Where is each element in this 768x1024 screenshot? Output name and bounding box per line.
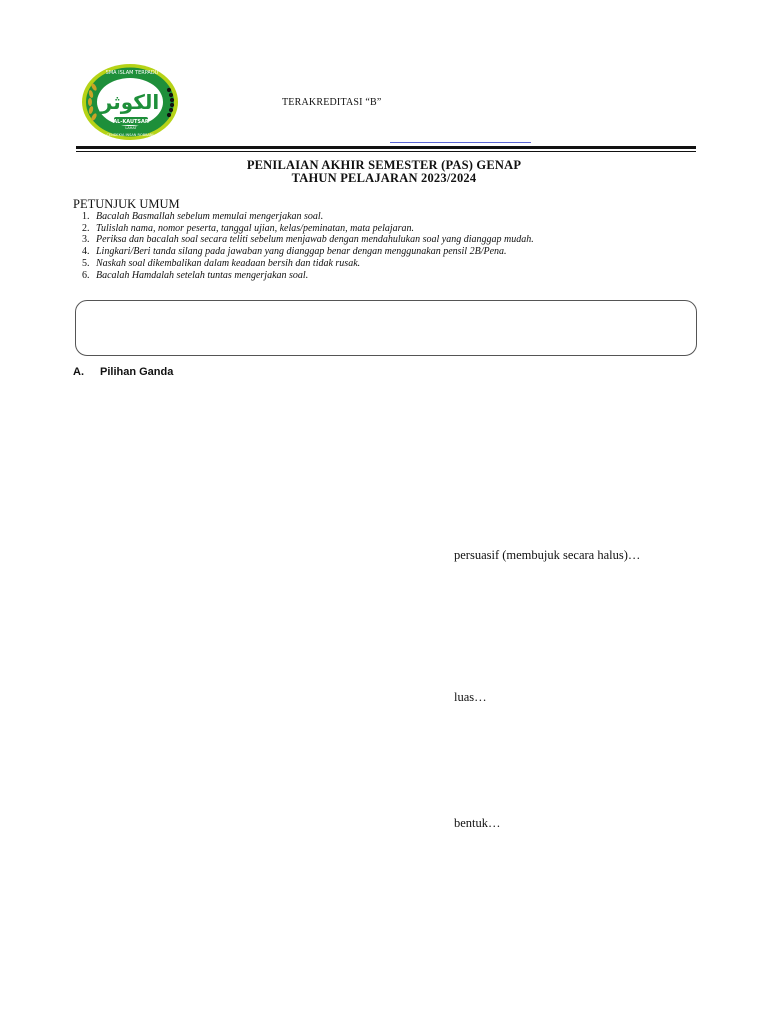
exam-title: PENILAIAN AKHIR SEMESTER (PAS) GENAP: [246, 158, 522, 172]
instruction-text: Lingkari/Beri tanda silang pada jawaban yang dianggap benar dengan menggunakan pensil 2B/Pena.: [96, 246, 507, 258]
instruction-text: Naskah soal dikembalikan dalam keadaan bersih dan tidak rusak.: [96, 257, 361, 269]
list-item: 6. Bacalah Hamdalah setelah tuntas mengerjakan soal.: [82, 269, 309, 281]
instructions-heading: PETUNJUK UMUM: [73, 197, 180, 211]
instructions-list: [82, 211, 534, 281]
section-heading: [73, 366, 173, 378]
svg-text:LAHAT: LAHAT: [125, 126, 137, 130]
question-fragment: bentuk…: [454, 816, 501, 830]
instruction-text: Bacalah Basmallah sebelum memulai mengerjakan soal.: [96, 211, 324, 222]
accreditation-status: TERAKREDITASI “B”: [282, 97, 382, 108]
svg-text:CENDEKIA INSAN ROBBANI: CENDEKIA INSAN ROBBANI: [106, 133, 154, 137]
instruction-text: Tulislah nama, nomor peserta, tanggal ujian, kelas/peminatan, mata pelajaran.: [96, 222, 415, 234]
list-item: 2. Tulislah nama, nomor peserta, tanggal ujian, kelas/peminatan, mata pelajaran.: [82, 222, 415, 234]
list-item: 5. Naskah soal dikembalikan dalam keadaan bersih dan tidak rusak.: [82, 257, 361, 269]
question-fragment: luas…: [454, 690, 487, 704]
section-letter: A.: [73, 366, 84, 378]
school-emblem-icon: [80, 62, 180, 142]
list-item: 4. Lingkari/Beri tanda silang pada jawaban yang dianggap benar dengan menggunakan pensil 2B/Pena.: [82, 246, 507, 258]
instruction-text: Bacalah Hamdalah setelah tuntas mengerjakan soal.: [96, 269, 309, 281]
school-logo: [80, 62, 180, 142]
header-divider-thick: [76, 146, 696, 149]
academic-year: TAHUN PELAJARAN 2023/2024: [291, 171, 477, 185]
header-divider-thin: [76, 151, 696, 152]
instruction-text: Periksa dan bacalah soal secara teliti sebelum menjawab dengan mendahulukan soal yang dianggap mudah.: [96, 234, 534, 246]
list-item: 1. Bacalah Basmallah sebelum memulai mengerjakan soal.: [82, 211, 324, 222]
question-fragment: persuasif (membujuk secara halus)…: [454, 548, 641, 562]
svg-text:SMA ISLAM TERPADU: SMA ISLAM TERPADU: [105, 70, 159, 76]
header-link-underline: [390, 142, 531, 143]
svg-text:الكوثر: الكوثر: [100, 90, 160, 114]
student-identity-box[interactable]: [75, 300, 697, 356]
list-item: 3. Periksa dan bacalah soal secara teliti sebelum menjawab dengan mendahulukan soal yang dianggap mudah.: [82, 234, 534, 246]
svg-text:AL-KAUTSAR: AL-KAUTSAR: [113, 119, 149, 125]
section-label: Pilihan Ganda: [100, 366, 174, 378]
